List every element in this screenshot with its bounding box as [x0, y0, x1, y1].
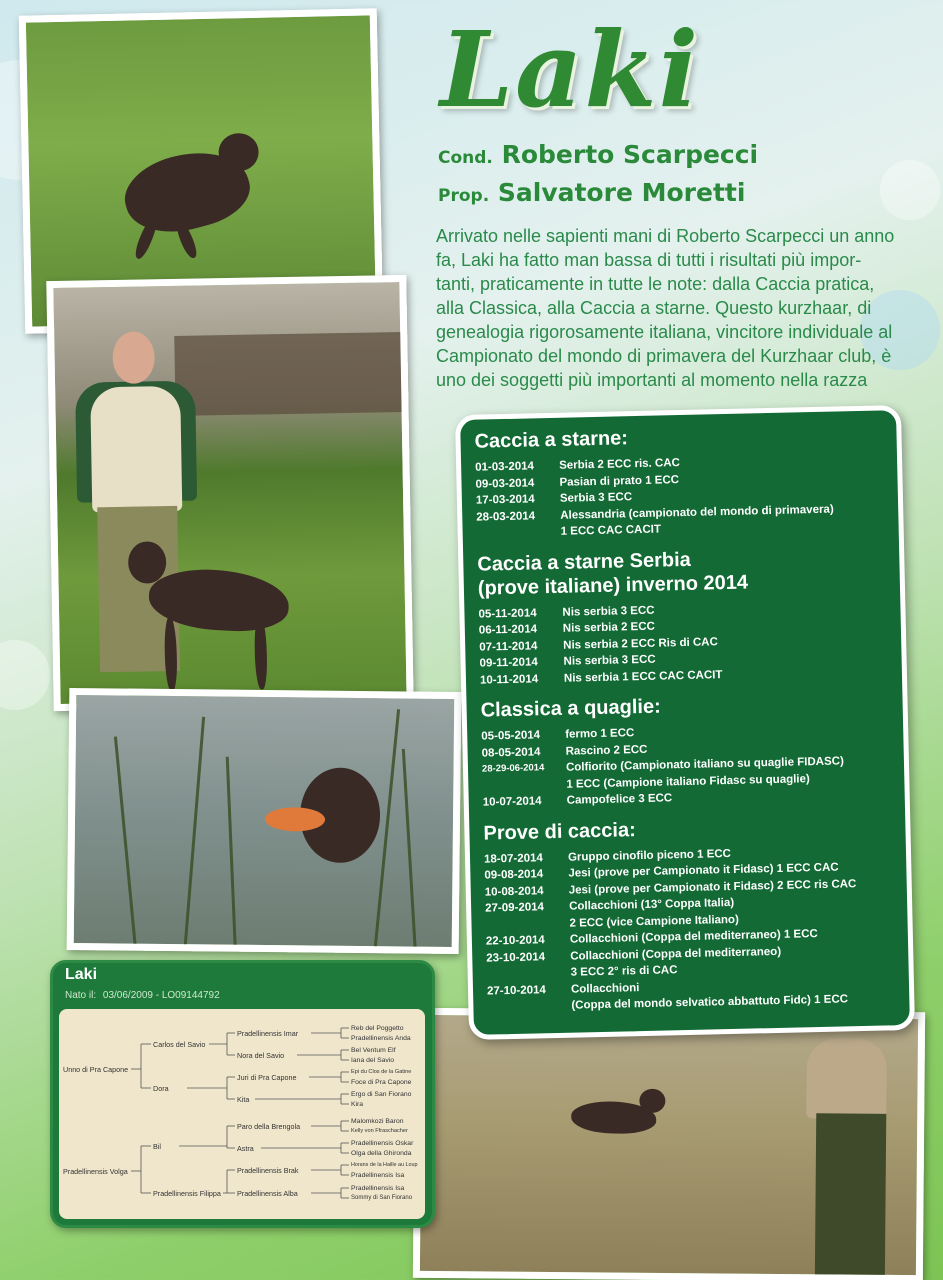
intro-paragraph	[436, 224, 906, 392]
intro-line: fa, Laki ha fatto man bassa di tutti i risultati più impor-	[436, 250, 862, 270]
section-title: Prove di caccia:	[483, 818, 636, 845]
result-date: 10-11-2014	[479, 672, 539, 687]
pedigree-ancestor: Olga della Ghironda	[351, 1150, 412, 1157]
result-date: 22-10-2014	[485, 934, 545, 948]
intro-line: tanti, praticamente in tutte le note: dalla Caccia pratica,	[436, 274, 875, 294]
pedigree-ancestor: Astra	[237, 1144, 254, 1153]
conductor-credit	[438, 140, 758, 169]
result-date: 08-05-2014	[481, 745, 541, 760]
result-date: 09-08-2014	[484, 868, 544, 882]
handler-legs	[815, 1113, 886, 1280]
section-title: Caccia a starne Serbia (prove italiane) inverno 2014	[477, 548, 749, 600]
result-text: 3 ECC 2° ris di CAC	[570, 964, 678, 979]
pedigree-ancestor: Pradellinensis Imar	[237, 1029, 299, 1038]
fence	[174, 332, 405, 416]
result-date: 17-03-2014	[475, 493, 535, 507]
result-date: 27-10-2014	[486, 983, 546, 998]
result-text: Serbia 3 ECC	[559, 491, 633, 505]
result-date: 05-05-2014	[481, 729, 541, 743]
pedigree-dog-name: Laki	[65, 966, 98, 983]
pedigree-panel	[50, 960, 435, 1228]
reed	[184, 717, 205, 946]
pedigree-ancestor: Horans de la Haille au Loup	[351, 1162, 418, 1168]
result-date	[487, 998, 571, 1016]
result-text: Nis serbia 2 ECC	[562, 620, 656, 635]
pedigree-ancestor: Juri di Pra Capone	[237, 1073, 297, 1082]
result-date: 23-10-2014	[486, 950, 546, 965]
birth-label: Nato il:	[65, 990, 97, 1001]
result-date: 09-11-2014	[479, 656, 538, 670]
result-text: Collacchioni (Coppa del mediterraneo) 1 ECC	[569, 928, 818, 946]
result-date: 05-11-2014	[478, 606, 537, 621]
result-text: Jesi (prove per Campionato it Fidasc) 1 ECC CAC	[568, 861, 839, 880]
pedigree-ancestor: Paro della Brengola	[237, 1122, 301, 1131]
pedigree-birth	[65, 990, 224, 1001]
result-text: fermo 1 ECC	[565, 727, 635, 741]
result-text: Collacchioni (Coppa del mediterraneo)	[570, 945, 782, 963]
owner-label: Prop.	[438, 186, 490, 206]
pedigree-ancestor: Pradellinensis Brak	[237, 1166, 299, 1175]
owner-credit	[438, 178, 745, 207]
result-date: 18-07-2014	[483, 851, 543, 866]
result-text: Jesi (prove per Campionato it Fidasc) 2 ECC ris CAC	[568, 877, 857, 897]
photo-dog-pointing	[413, 1008, 925, 1280]
handler-vest	[806, 1038, 887, 1119]
duck	[265, 807, 325, 832]
result-date: 07-11-2014	[479, 639, 538, 654]
result-date: 28-03-2014	[476, 509, 536, 524]
bokeh-circle	[880, 160, 940, 220]
dog-head	[218, 133, 259, 172]
pedigree-tree	[59, 1009, 425, 1219]
section-title: Classica a quaglie:	[480, 695, 661, 722]
result-text: Collacchioni	[570, 981, 640, 996]
result-text: Nis serbia 3 ECC	[563, 653, 656, 668]
conductor-name: Roberto Scarpecci	[501, 140, 759, 169]
result-date	[482, 776, 566, 794]
pedigree-ancestor: Pradellinensis Filippa	[153, 1189, 221, 1198]
result-date: 10-08-2014	[484, 884, 544, 899]
pedigree-ancestor: Kita	[237, 1095, 250, 1104]
result-text: Nis serbia 2 ECC Ris di CAC	[563, 635, 718, 652]
result-date: 06-11-2014	[478, 623, 538, 637]
photo-dog-retrieving-water	[67, 688, 462, 954]
pedigree-ancestor: Iana del Savio	[351, 1057, 395, 1064]
reed	[226, 757, 237, 947]
intro-line: genealogia rigorosamente italiana, vincitore individuale al	[436, 322, 893, 342]
pedigree-ancestor: Sommy di San Fiorano	[351, 1195, 413, 1201]
result-text: Serbia 2 ECC ris. CAC	[559, 457, 681, 472]
result-text: Pasian di prato 1 ECC	[559, 473, 680, 489]
pedigree-ancestor: Bil	[153, 1142, 161, 1151]
pedigree-ancestor: Pradellinensis Isa	[351, 1185, 405, 1192]
bokeh-circle	[0, 640, 50, 710]
result-date: 27-09-2014	[485, 901, 545, 915]
pedigree-ancestor: Malomkozi Baron	[351, 1118, 404, 1125]
result-text: Rascino 2 ECC	[565, 743, 648, 758]
handler-head	[112, 331, 155, 384]
result-text: Nis serbia 3 ECC	[562, 604, 655, 619]
pedigree-ancestor: Pradellinensis Isa	[351, 1172, 405, 1179]
pedigree-ancestor: Nora del Savio	[237, 1051, 285, 1060]
owner-name: Salvatore Moretti	[497, 178, 746, 207]
result-date: 28-29-06-2014	[481, 762, 545, 775]
pedigree-ancestor: Reb del Poggetto	[351, 1025, 404, 1032]
result-text: 2 ECC (vice Campione Italiano)	[569, 913, 739, 930]
dog-name-title: Laki	[440, 8, 701, 131]
intro-line: alla Classica, alla Caccia a starne. Questo kurzhaar, di	[436, 298, 872, 318]
result-date: 01-03-2014	[475, 460, 535, 474]
result-date	[476, 524, 560, 542]
section-title: Caccia a starne:	[474, 427, 629, 453]
pedigree-ancestor: Carlos del Savio	[153, 1040, 206, 1049]
pedigree-ancestor: Ergo di San Fiorano	[351, 1091, 412, 1098]
result-date: 10-07-2014	[482, 795, 542, 809]
result-text: Collacchioni (13° Coppa Italia)	[569, 896, 735, 913]
birth-value: 03/06/2009 - LO09144792	[102, 990, 220, 1001]
result-text: 1 ECC CAC CACIT	[560, 523, 662, 538]
result-text: (Coppa del mondo selvatico abbattuto Fidc) 1 ECC	[571, 993, 849, 1012]
intro-line: Campionato del mondo di primavera del Kurzhaar club, è	[436, 346, 892, 366]
handler-vest	[90, 386, 182, 513]
reed	[402, 749, 417, 949]
pedigree-ancestor: Bel Ventum Elf	[351, 1047, 396, 1054]
result-text: Campofelice 3 ECC	[566, 792, 673, 807]
result-date	[485, 915, 569, 933]
dog-head	[639, 1089, 665, 1113]
result-text: Alessandria (campionato del mondo di primavera)	[560, 503, 834, 522]
result-date: 09-03-2014	[475, 476, 535, 491]
pedigree-ancestor: Foce di Pra Capone	[351, 1079, 412, 1086]
result-date	[486, 965, 570, 983]
pedigree-ancestor: Epi du Clos de la Gatine	[351, 1069, 412, 1075]
pedigree-ancestor: Kira	[351, 1101, 364, 1108]
pedigree-sire: Unno di Pra Capone	[63, 1065, 129, 1074]
pedigree-ancestor: Pradellinensis Oskar	[351, 1140, 414, 1147]
reed	[114, 736, 137, 945]
intro-line: uno dei soggetti più importanti al momento nella razza	[436, 370, 868, 390]
result-text: Nis serbia 1 ECC CAC CACIT	[563, 668, 723, 685]
results-panel	[455, 405, 915, 1040]
result-text: 1 ECC (Campione italiano Fidasc su quaglie)	[566, 772, 810, 791]
result-text: Colfiorito (Campionato italiano su quaglie FIDASC)	[565, 755, 844, 774]
pedigree-ancestor: Pradellinensis Alba	[237, 1189, 298, 1198]
result-text: Gruppo cinofilo piceno 1 ECC	[567, 847, 732, 864]
pedigree-ancestor: Kelly von Ffraschacher	[351, 1128, 408, 1134]
photo-handler-with-dog	[46, 275, 413, 711]
conductor-label: Cond.	[438, 148, 493, 168]
intro-line: Arrivato nelle sapienti mani di Roberto Scarpecci un anno	[436, 226, 895, 246]
pedigree-dam: Pradellinensis Volga	[63, 1167, 128, 1176]
pedigree-ancestor: Pradellinensis Anda	[351, 1035, 411, 1042]
pedigree-ancestor: Dora	[153, 1084, 169, 1093]
